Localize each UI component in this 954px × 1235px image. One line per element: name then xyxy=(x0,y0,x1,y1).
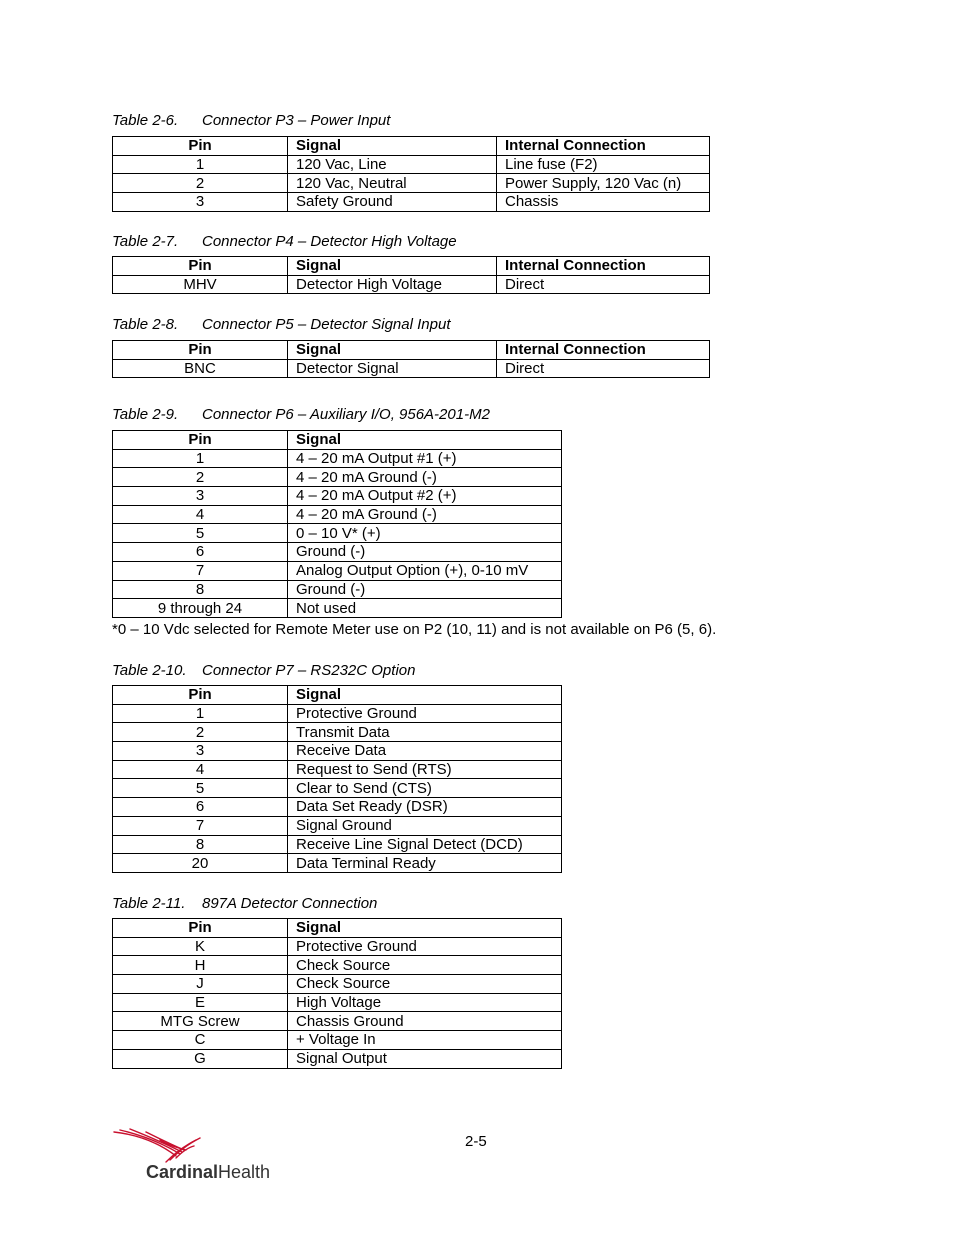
header-signal: Signal xyxy=(288,431,562,450)
table-caption: Table 2-8. Connector P5 – Detector Signal Input xyxy=(112,316,451,333)
table-row: 2 Transmit Data xyxy=(113,723,562,742)
table-caption: Table 2-7. Connector P4 – Detector High Voltage xyxy=(112,233,457,250)
table-row: J Check Source xyxy=(113,975,562,994)
table-header-row xyxy=(113,686,562,705)
table-connector-p6 xyxy=(112,430,562,618)
table-row: 6 Ground (-) xyxy=(113,543,562,562)
header-pin: Pin xyxy=(113,137,288,156)
table-row: C + Voltage In xyxy=(113,1031,562,1050)
header-pin: Pin xyxy=(113,431,288,450)
header-internal-connection: Internal Connection xyxy=(497,341,710,360)
table-row: 1 120 Vac, Line Line fuse (F2) xyxy=(113,155,710,174)
header-internal-connection: Internal Connection xyxy=(497,257,710,276)
table-row: 1 4 – 20 mA Output #1 (+) xyxy=(113,449,562,468)
table-row: 20 Data Terminal Ready xyxy=(113,854,562,873)
table-connector-p4 xyxy=(112,256,710,294)
table-footnote: *0 – 10 Vdc selected for Remote Meter use on P2 (10, 11) and is not available on P6 (5, 6). xyxy=(112,621,717,638)
table-row: 5 0 – 10 V* (+) xyxy=(113,524,562,543)
table-row: 4 Request to Send (RTS) xyxy=(113,760,562,779)
table-header-row xyxy=(113,257,710,276)
table-row: 1 Protective Ground xyxy=(113,704,562,723)
table-row: 8 Receive Line Signal Detect (DCD) xyxy=(113,835,562,854)
table-header-row xyxy=(113,137,710,156)
header-signal: Signal xyxy=(288,341,497,360)
table-header-row xyxy=(113,431,562,450)
table-row: MHV Detector High Voltage Direct xyxy=(113,275,710,294)
table-row: 3 Receive Data xyxy=(113,742,562,761)
table-row: 5 Clear to Send (CTS) xyxy=(113,779,562,798)
table-caption: Table 2-9. Connector P6 – Auxiliary I/O, 956A-201-M2 xyxy=(112,406,490,423)
table-row: 4 4 – 20 mA Ground (-) xyxy=(113,505,562,524)
header-signal: Signal xyxy=(288,257,497,276)
table-row: 3 Safety Ground Chassis xyxy=(113,193,710,212)
table-row: 3 4 – 20 mA Output #2 (+) xyxy=(113,487,562,506)
table-caption: Table 2-10. Connector P7 – RS232C Option xyxy=(112,662,416,679)
header-internal-connection: Internal Connection xyxy=(497,137,710,156)
table-row: MTG Screw Chassis Ground xyxy=(113,1012,562,1031)
table-row: E High Voltage xyxy=(113,993,562,1012)
brand-wordmark: CardinalHealth xyxy=(146,1162,271,1182)
table-row: 2 120 Vac, Neutral Power Supply, 120 Vac (n) xyxy=(113,174,710,193)
table-row: 7 Analog Output Option (+), 0-10 mV xyxy=(113,561,562,580)
table-caption: Table 2-11. 897A Detector Connection xyxy=(112,895,378,912)
table-row: 8 Ground (-) xyxy=(113,580,562,599)
header-signal: Signal xyxy=(288,919,562,938)
table-row: 7 Signal Ground xyxy=(113,816,562,835)
header-signal: Signal xyxy=(288,137,497,156)
table-header-row xyxy=(113,919,562,938)
table-connector-p7 xyxy=(112,685,562,873)
table-row: BNC Detector Signal Direct xyxy=(113,359,710,378)
table-row: 6 Data Set Ready (DSR) xyxy=(113,798,562,817)
table-row: 9 through 24 Not used xyxy=(113,599,562,618)
table-row: G Signal Output xyxy=(113,1049,562,1068)
header-pin: Pin xyxy=(113,257,288,276)
header-signal: Signal xyxy=(288,686,562,705)
table-row: H Check Source xyxy=(113,956,562,975)
table-connector-p5 xyxy=(112,340,710,378)
header-pin: Pin xyxy=(113,919,288,938)
table-header-row xyxy=(113,341,710,360)
table-row: 2 4 – 20 mA Ground (-) xyxy=(113,468,562,487)
page-number: 2-5 xyxy=(465,1133,487,1150)
table-caption: Table 2-6. Connector P3 – Power Input xyxy=(112,112,391,129)
table-897a-detector xyxy=(112,918,562,1069)
table-connector-p3 xyxy=(112,136,710,212)
table-row: K Protective Ground xyxy=(113,937,562,956)
header-pin: Pin xyxy=(113,341,288,360)
header-pin: Pin xyxy=(113,686,288,705)
